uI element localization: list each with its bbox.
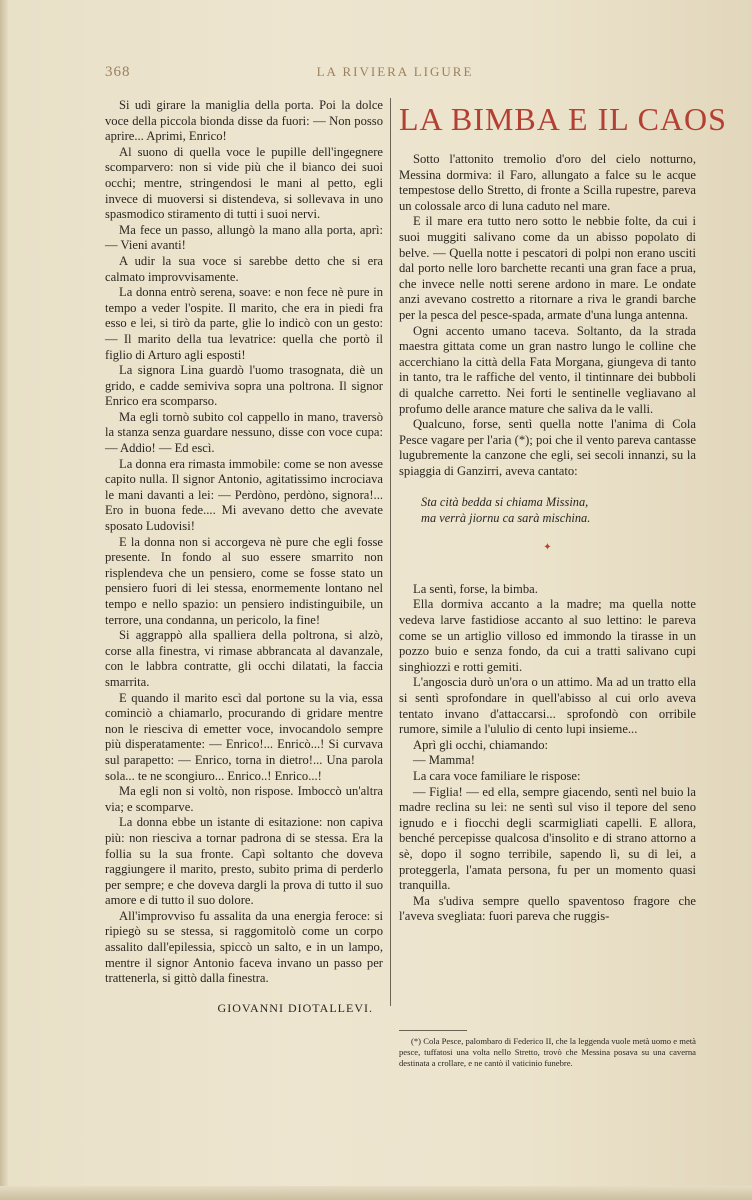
footnote-divider: [399, 1030, 467, 1031]
page-header: [105, 60, 685, 84]
article-title: LA BIMBA E IL CAOS: [399, 101, 727, 137]
author-signature: GIOVANNI DIOTALLEVI.: [217, 1000, 373, 1015]
paragraph: Ogni accento umano taceva. Soltanto, da la strada maestra gittata come un gran nastro lungo le colline che accerchiano la città della Fata Morgana, giungeva di tanto in tanto, tra le raffiche del vento, il tintinnare dei bubboli di qualche carretto. Nei forti le sentinelle vegliavano al profumo delle arance mature che saliva da le valli.: [399, 323, 696, 416]
paragraph: Al suono di quella voce le pupille dell'ingegnere scomparvero: non si vide più che il bianco dei suoi occhi; mentre, stringendosi le mani al petto, egli invece di muoversi si distendeva, si sollevava in uno spasmodico stiramento di tutti i suoi nervi.: [105, 144, 383, 222]
paragraph: — Mamma!: [413, 753, 475, 768]
paragraph: L'angoscia durò un'ora o un attimo. Ma ad un tratto ella si sentì sprofondare in quell'abisso al cui orlo aveva tentato invano d'attaccarsi... sprofondò con orribile rumore, simile a l'ululio di cento lupi insieme...: [399, 675, 696, 737]
verse-line: Sta cità bedda si chiama Missina,: [421, 495, 589, 510]
paragraph: E quando il marito escì dal portone su la via, essa cominciò a chiamarlo, procurando di gridare mentre non le riesciva di emetter voce, invocandolo sempre più disperatamente: — Enrico!... Enricò...! Si curvava sul parapetto: — Enrico, torna in dietro!... Una parola sola... te ne scongiuro... Enrico..! Enrico...!: [105, 690, 383, 783]
paragraph: Ma egli tornò subito col cappello in mano, traversò la stanza senza guardare nessuno, disse con voce cupa: — Addio! — Ed escì.: [105, 409, 383, 456]
page-number: 368: [105, 64, 131, 80]
column-divider: [390, 98, 391, 1006]
verse-quote: [399, 495, 696, 526]
paragraph: La donna entrò serena, soave: e non fece nè pure in tempo a veder l'ospite. Il marito, che era in piedi fra esso e lei, si tirò da parte, glie lo indicò con un gesto: — Il marito della tua levatrice: quella che portò il figlio di Arturo agli esposti!: [105, 285, 383, 362]
paragraph: Ella dormiva accanto a la madre; ma quella notte vedeva larve fastidiose accanto al suo lettino: le pareva come se un artiglio villoso ed immondo la tirasse in un pozzo buio e senza fondo, da cui a tratti salivano cupi singhiozzi e rotti gemiti.: [399, 597, 696, 674]
paragraph: La donna ebbe un istante di esitazione: non capiva più: non riesciva a tornar padrona di se stessa. Era la follia su la sua fronte. Capì soltanto che doveva raggiungere il marito, presto, subito prima di perderlo per sempre; e che doveva dargli la prova di tutto il suo amore e di tutto il suo dolore.: [105, 815, 383, 908]
paragraph: Sotto l'attonito tremolio d'oro del cielo notturno, Messina dormiva: il Faro, allungato a falce su le acque tempestose dello Stretto, di fronte a Scilla rupestre, pareva un colossale arco di luna caduto nel mare.: [399, 152, 696, 213]
paragraph: Ma fece un passo, allungò la mano alla porta, aprì: — Vieni avanti!: [105, 222, 383, 253]
paragraph: Ma egli non si voltò, non rispose. Imboccò un'altra via; e scomparve.: [105, 784, 383, 814]
left-column: [105, 98, 383, 1016]
paragraph: Si aggrappò alla spalliera della poltrona, si alzò, corse alla finestra, vi rimase abbrancata al davanzale, con le labbra contratte, gli occhi dilatati, la faccia smarrita.: [105, 628, 383, 689]
paragraph: A udir la sua voce si sarebbe detto che si era calmato improvvisamente.: [105, 253, 383, 284]
footnote-text: (*) Cola Pesce, palombaro di Federico II, che la leggenda vuole metà uomo e metà pesce, tuffatosi una volta nello Stretto, trovò che Messina posava su una caverna destinata a crollare, e ne cantò il vaticinio funebre.: [399, 1036, 696, 1069]
paragraph: E la donna non si accorgeva nè pure che egli fosse presente. In fondo al suo essere smarrito non risplendeva che un pensiero, come se fosse stato un pensiero fuori di lei stessa, enormemente lontano nel tempo e nello spazio: un pensiero indistinguibile, un terrore, una condanna, un pericolo, la fine!: [105, 534, 383, 627]
page-bottom-edge: [0, 1186, 752, 1200]
paragraph: La signora Lina guardò l'uomo trasognata, diè un grido, e cadde semiviva sopra una poltrona. Il signor Enrico era scomparso.: [105, 363, 383, 409]
paragraph: Si udì girare la maniglia della porta. Poi la dolce voce della piccola bionda disse da fuori: — Non posso aprire... Aprimi, Enrico!: [105, 98, 383, 144]
paragraph: La sentì, forse, la bimba.: [413, 581, 538, 596]
paragraph: Ma s'udiva sempre quello spaventoso fragore che l'aveva svegliata: fuori pareva che ruggis-: [399, 893, 696, 924]
footnote: [399, 1036, 696, 1070]
verse-line: ma verrà jiornu ca sarà mischina.: [421, 510, 591, 525]
page-edge-shadow: [0, 0, 8, 1200]
paragraph: La cara voce familiare le rispose:: [413, 769, 581, 783]
paragraph: Qualcuno, forse, sentì quella notte l'anima di Cola Pesce vagare per l'aria (*); poi che il vento pareva cantasse lugubremente la canzone che egli, sei secoli innanzi, su la spiaggia di Ganzirri, aveva cantato:: [399, 417, 696, 478]
paragraph: La donna era rimasta immobile: come se non avesse capito nulla. Il signor Antonio, agitatissimo incrociava le mani davanti a lei: — Perdòno, perdòno, signora!... Ero in buona fede.... Mi avevano detto che avevate sposato Ludovisi!: [105, 456, 383, 534]
section-ornament: ✦: [543, 542, 552, 554]
paragraph: All'improvviso fu assalita da una energia feroce: si ripiegò su se stessa, si raggomitolò come un corpo assalito dall'epilessia, spiccò un salto, e in un lampo, mentre il signor Antonio faceva invano un passo per trattenerla, si gittò dalla finestra.: [105, 908, 383, 986]
paragraph: Aprì gli occhi, chiamando:: [413, 737, 548, 752]
running-title: LA RIVIERA LIGURE: [316, 64, 474, 79]
paragraph: E il mare era tutto nero sotto le nebbie folte, da cui i suoi muggiti salivano come da un abisso popolato di belve. — Quella notte i pescatori di polpi non erano usciti dal porto nelle loro barchette recanti una gran face a prua, che invece nelle notti serene ardono in mare. Le ondate anzi avevano costretto a ritornare a riva le grandi barche per la pesca del pesce-spada, armate d'una lunga antenna.: [399, 214, 696, 322]
paragraph: — Figlia! — ed ella, sempre giacendo, sentì nel buio la madre reclina su lei: ne sentì sul viso il tepore del seno ignudo e i fiocchi degli scarmigliati capelli. E allora, benché percepisse qualcosa d'insolito e di strano attorno a sè, dopo il sogno terribile, sapendo lì, su di lei, a proteggerla, l'amata persona, fu per un momento quasi tranquilla.: [399, 784, 696, 893]
right-column: [399, 98, 727, 925]
